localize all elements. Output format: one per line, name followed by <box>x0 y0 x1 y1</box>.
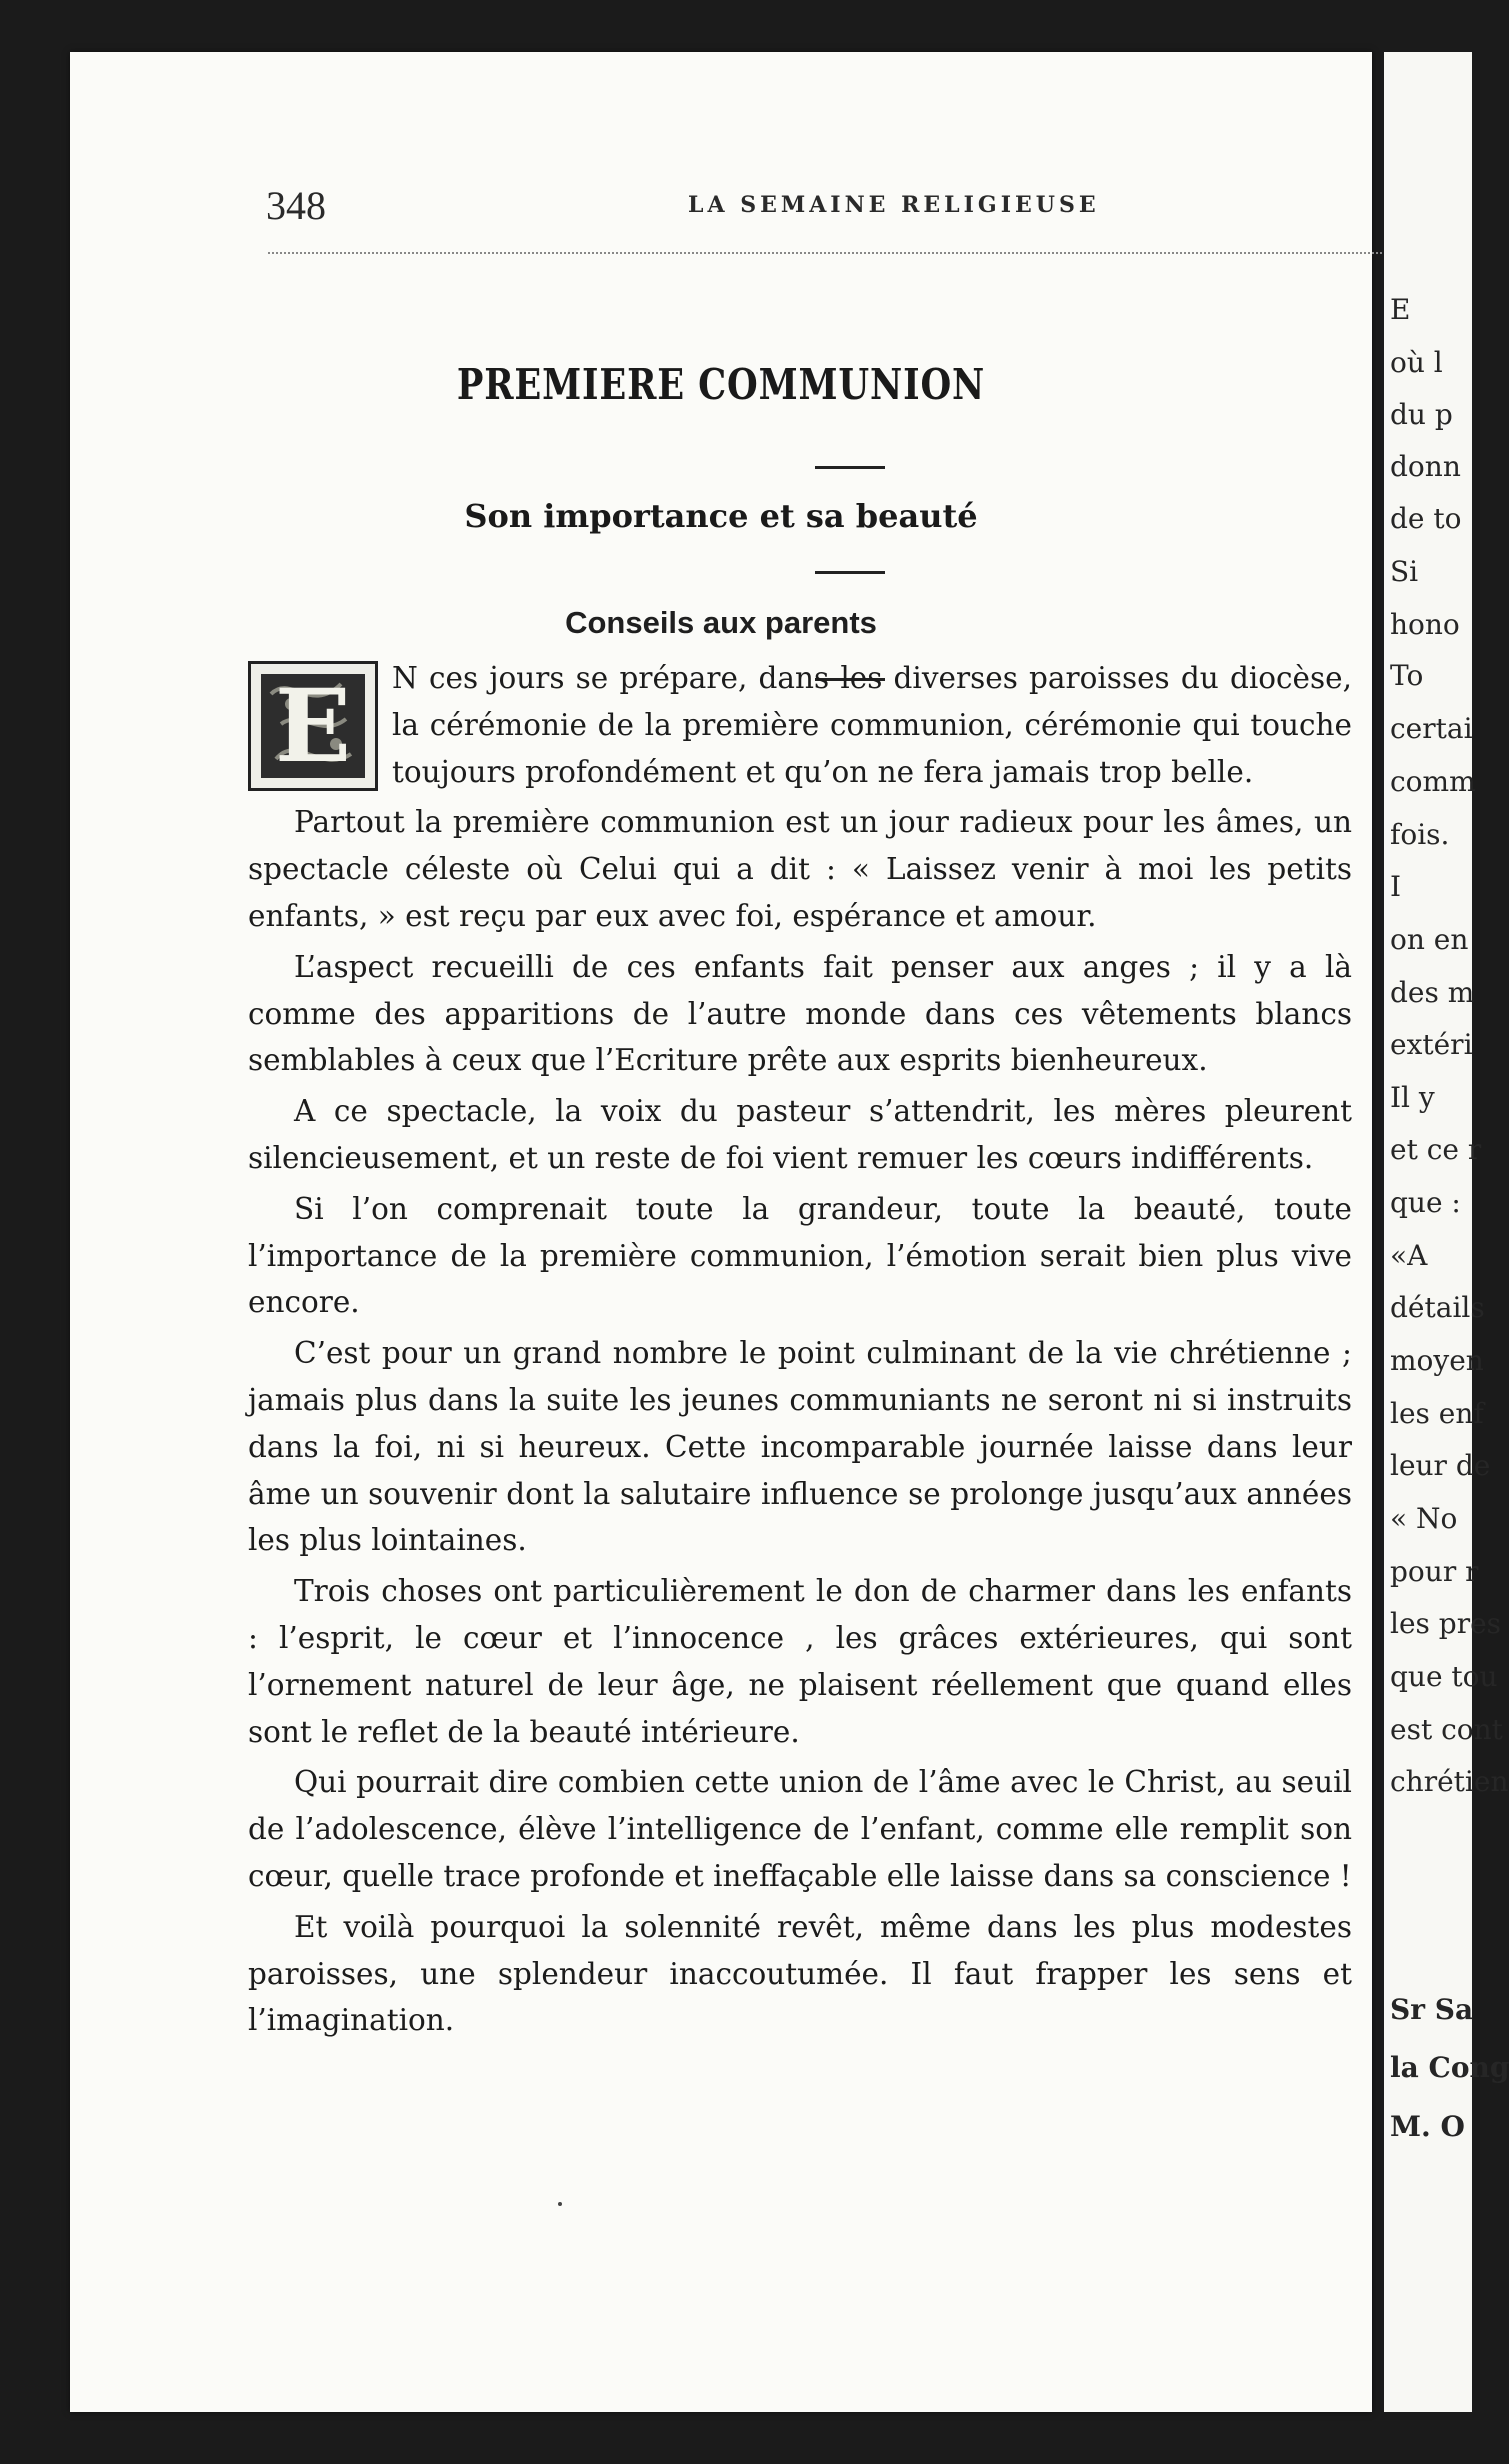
article-subheading: Conseils aux parents <box>565 605 877 640</box>
adjacent-page-fragment: détails <box>1390 1291 1485 1324</box>
adjacent-page-fragment: « No <box>1390 1502 1458 1535</box>
adjacent-page-edge <box>1384 52 1509 2412</box>
adjacent-page-fragment: «A <box>1390 1239 1428 1272</box>
adjacent-page-fragment: les pres <box>1390 1607 1502 1640</box>
adjacent-page-fragment: de to <box>1390 502 1462 535</box>
adjacent-page-fragment: extéri <box>1390 1028 1473 1061</box>
article-subtitle: Son importance et sa beauté <box>464 497 978 535</box>
header-divider <box>268 252 1426 254</box>
adjacent-page-fragment: comm <box>1390 765 1476 798</box>
adjacent-page-fragment: que tou <box>1390 1660 1498 1693</box>
paragraph-2: Partout la première communion est un jour radieux pour les âmes, un spectacle céleste où Celui qui a dit : « Laissez venir à moi les petits enfants, » est reçu par eux avec foi, espérance et amour. <box>248 805 1352 933</box>
title-divider <box>815 466 885 469</box>
adjacent-page-fragment: Sr Sa <box>1390 1993 1474 2026</box>
article-title: PREMIERE COMMUNION <box>456 360 986 409</box>
ornamental-dropcap <box>248 661 378 791</box>
paragraph-7: Trois choses ont particulièrement le don de charmer dans les enfants : l’esprit, le cœur et l’innocence , les grâces extérieures, qui sont l’ornement naturel de leur âge, ne plaisent réellement que quand elles sont le reflet de la beauté intérieure. <box>248 1574 1352 1749</box>
adjacent-page-fragment: Si <box>1390 555 1419 588</box>
adjacent-page-fragment: les enf <box>1390 1397 1484 1430</box>
paragraph-1 <box>248 655 1352 795</box>
page-number: 348 <box>266 183 326 228</box>
paragraph-6: C’est pour un grand nombre le point culminant de la vie chrétienne ; jamais plus dans la suite les jeunes communiants ne seront ni si instruits dans la foi, ni si heureux. Cette incomparable journée laisse dans leur âme un souvenir dont la salutaire influence se prolonge jusqu’aux années les plus lointaines. <box>248 1336 1352 1558</box>
dropcap-letter: E <box>274 667 352 785</box>
paragraph-3: L’aspect recueilli de ces enfants fait penser aux anges ; il y a là comme des apparitions de l’autre monde dans ces vêtements blancs semblables à ceux que l’Ecriture prête aux esprits bienheureux. <box>248 949 1352 1078</box>
adjacent-page-fragment: est cont <box>1390 1713 1503 1746</box>
adjacent-page-fragment: chrétien <box>1390 1765 1509 1798</box>
adjacent-page-fragment: hono <box>1390 608 1460 641</box>
adjacent-page-fragment: fois. <box>1390 818 1450 851</box>
adjacent-page-fragment: la Cong <box>1390 2051 1509 2084</box>
adjacent-page-fragment: des m <box>1390 976 1475 1009</box>
adjacent-page-fragment: certai <box>1390 712 1473 745</box>
paragraph-5: Si l’on comprenait toute la grandeur, toute la beauté, toute l’importance de la première communion, l’émotion serait bien plus vive encore. <box>248 1191 1352 1320</box>
running-head: LA SEMAINE RELIGIEUSE <box>688 192 1100 218</box>
adjacent-page-fragment: où l <box>1390 346 1443 379</box>
adjacent-page-fragment: on en <box>1390 923 1469 956</box>
paragraph-4: A ce spectacle, la voix du pasteur s’attendrit, les mères pleurent silencieusement, et un reste de foi vient remuer les cœurs indifférents. <box>248 1094 1352 1175</box>
adjacent-page-fragment: E <box>1390 293 1411 326</box>
adjacent-page-fragment: moyen <box>1390 1344 1484 1377</box>
ink-speck <box>558 2202 562 2206</box>
paragraph-9: Et voilà pourquoi la solennité revêt, même dans les plus modestes paroisses, une splendeur inaccoutumée. Il faut frapper les sens et l’imagination. <box>248 1909 1352 2038</box>
adjacent-page-fragment: I <box>1390 870 1402 903</box>
adjacent-page-fragment: To <box>1390 659 1424 692</box>
article-body <box>248 655 1352 2048</box>
subtitle-divider <box>815 571 885 574</box>
adjacent-page-fragment: du p <box>1390 398 1453 431</box>
adjacent-page-fragment: que : <box>1390 1186 1461 1219</box>
adjacent-page-fragment: et ce r <box>1390 1133 1482 1166</box>
adjacent-page-fragment: M. O <box>1390 2110 1465 2143</box>
adjacent-page-fragment: Il y <box>1390 1081 1435 1114</box>
paragraph-8: Qui pourrait dire combien cette union de l’âme avec le Christ, au seuil de l’adolescence, élève l’intelligence de l’enfant, comme elle remplit son cœur, quelle trace profonde et ineffaçable elle laisse dans sa conscience ! <box>248 1765 1352 1893</box>
adjacent-page-fragment: leur de <box>1390 1449 1491 1482</box>
adjacent-page-fragment: donn <box>1390 450 1461 483</box>
adjacent-page-fragment: pour r <box>1390 1555 1479 1588</box>
paragraph-1-text: N ces jours se prépare, dans les diverses paroisses du diocèse, la cérémonie de la première communion, cérémonie qui touche toujours profondément et qu’on ne fera jamais trop belle. <box>392 661 1352 789</box>
